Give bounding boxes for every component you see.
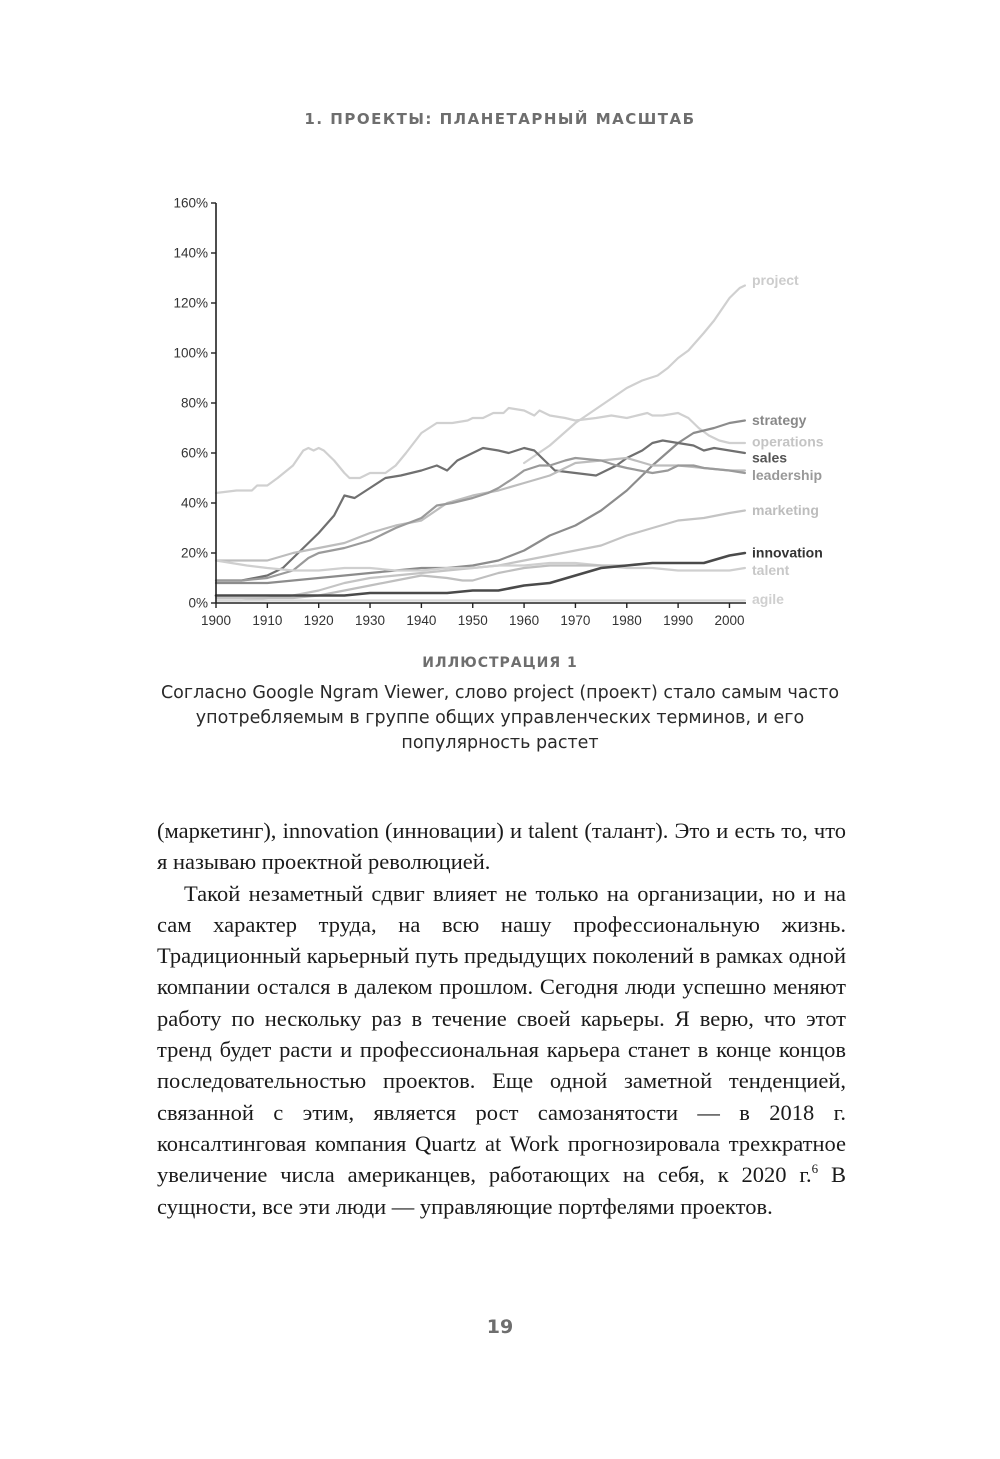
series-line-project	[216, 408, 745, 493]
y-tick-label: 80%	[180, 395, 208, 411]
paragraph-2-part-1: Такой незаметный сдвиг влияет не только на организации, но и на сам характер труда, на всю нашу профессиональную жизнь. Традиционный карьерный путь предыдущих поколений в рамках одной компании остался в далеком прошлом. Сегодня люди успешно меняют работу по нескольку раз в течение своей карьеры. Я верю, что этот тренд будет расти и профессиональная карьера станет в конце концов последовательностью проектов. Еще одной заметной тенденцией, связанной с этим, является рост самозанятости — в 2018 г. консалтинговая компания Quartz at Work прогнозировала трехкратное увеличение числа американцев, работающих на себя, к 2020 г.	[157, 880, 847, 1188]
paragraph-1: (маркетинг), innovation (инновации) и talent (талант). Это и есть то, что я называю проектной революцией.	[157, 818, 846, 875]
y-tick-label: 160%	[173, 195, 208, 211]
series-label-sales: sales	[752, 449, 788, 466]
y-tick-label: 100%	[173, 345, 208, 361]
ngram-line-chart	[150, 185, 850, 635]
series-label-agile: agile	[752, 590, 784, 607]
paragraph-2-part-2: В сущности, все эти люди — управляющие портфелями проектов.	[157, 1162, 846, 1219]
body-text	[157, 815, 846, 1222]
x-tick-label: 1900	[200, 613, 232, 628]
x-tick-label: 1990	[663, 613, 694, 628]
y-tick-label: 140%	[173, 245, 208, 261]
x-tick-label: 2000	[714, 613, 745, 628]
footnote-marker[interactable]: 6	[811, 1161, 819, 1177]
series-line-operations	[216, 458, 745, 561]
x-tick-label: 1970	[560, 613, 591, 628]
figure-label: ИЛЛЮСТРАЦИЯ 1	[422, 655, 578, 671]
running-head: 1. ПРОЕКТЫ: ПЛАНЕТАРНЫЙ МАСШТАБ	[304, 110, 696, 128]
x-tick-label: 1920	[303, 613, 334, 628]
x-tick-label: 1910	[252, 613, 283, 628]
series-line-innovation	[216, 553, 745, 596]
y-tick-label: 60%	[180, 445, 208, 461]
series-label-project: project	[752, 272, 799, 288]
x-tick-label: 1950	[457, 613, 488, 628]
series-label-talent: talent	[752, 562, 790, 578]
series-label-leadership: leadership	[752, 467, 823, 483]
figure-caption: Согласно Google Ngram Viewer, слово project (проект) стало самым часто употребляемым в группе общих управленческих терминов, и его популярность растет	[160, 683, 840, 753]
x-tick-label: 1980	[611, 613, 642, 628]
y-tick-label: 0%	[188, 595, 208, 611]
y-tick-label: 40%	[180, 495, 208, 511]
series-label-operations: operations	[752, 433, 824, 450]
y-tick-label: 120%	[173, 295, 208, 311]
x-tick-label: 1930	[355, 613, 386, 628]
series-label-marketing: marketing	[752, 502, 819, 518]
paragraph-2	[157, 878, 846, 1222]
series-label-strategy: strategy	[752, 412, 807, 428]
series-line-strategy	[216, 421, 745, 584]
x-tick-label: 1960	[509, 613, 540, 628]
y-tick-label: 20%	[180, 545, 208, 561]
page-number: 19	[486, 1316, 514, 1338]
x-tick-label: 1940	[406, 613, 437, 628]
series-label-innovation: innovation	[752, 544, 823, 561]
